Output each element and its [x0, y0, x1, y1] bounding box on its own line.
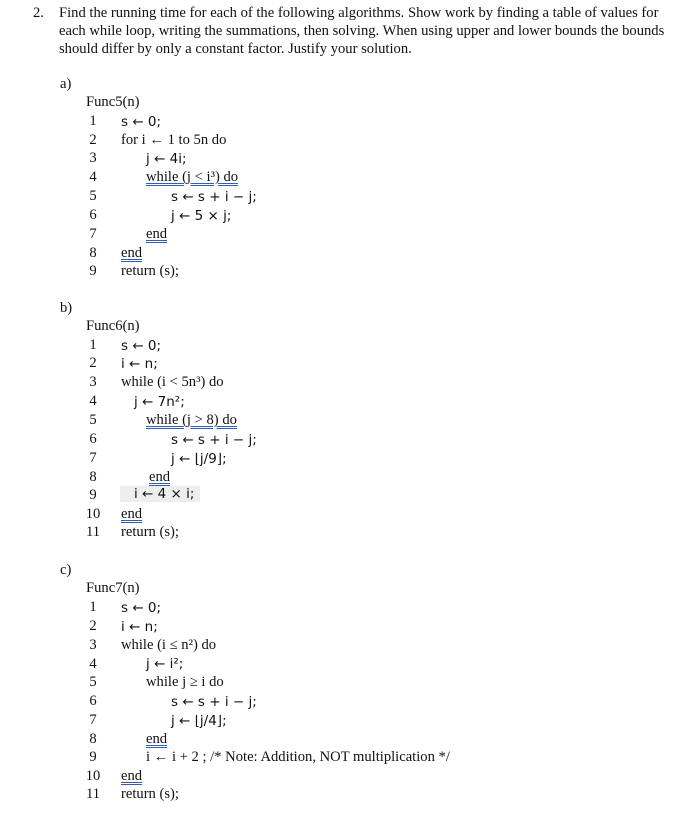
code-line: s ← s + i − j; — [171, 432, 257, 448]
code-line: while (j > 8) do — [146, 412, 237, 428]
line-number: 4 — [89, 169, 97, 185]
line-number: 9 — [89, 263, 97, 279]
line-number: 6 — [89, 207, 97, 223]
code-line: s ← 0; — [121, 338, 162, 354]
code-line: end — [121, 506, 143, 522]
problem-number: 2. — [33, 5, 44, 21]
line-number: 6 — [89, 693, 97, 709]
code-line: end — [121, 768, 143, 784]
line-number: 2 — [89, 618, 97, 634]
code-line: while (i ≤ n²) do — [121, 637, 217, 653]
line-number: 6 — [89, 431, 97, 447]
code-line: while j ≥ i do — [146, 674, 224, 690]
code-line: s ← s + i − j; — [171, 694, 257, 710]
line-number: 10 — [85, 506, 101, 522]
function-name-a: Func5(n) — [86, 94, 140, 110]
line-number: 1 — [89, 337, 97, 353]
code-line: end — [149, 469, 171, 485]
line-number: 8 — [89, 245, 97, 261]
code-line: s ← 0; — [121, 600, 162, 616]
code-line: while (i < 5n³) do — [121, 374, 224, 390]
code-line: for i ← 1 to 5n do — [121, 132, 227, 148]
code-line-highlighted: i ← 4 × i; — [120, 486, 200, 502]
line-number: 9 — [89, 749, 97, 765]
function-name-b: Func6(n) — [86, 318, 140, 334]
line-number: 7 — [89, 226, 97, 242]
code-line: end — [121, 245, 143, 261]
line-number: 10 — [85, 768, 101, 784]
code-line: i ← n; — [121, 619, 158, 635]
line-number: 7 — [89, 450, 97, 466]
line-number: 8 — [89, 469, 97, 485]
code-line: return (s); — [121, 263, 179, 279]
code-line: return (s); — [121, 524, 179, 540]
line-number: 3 — [89, 374, 97, 390]
code-line: i ← i + 2 ; /* Note: Addition, NOT multiplication */ — [146, 749, 450, 765]
line-number: 11 — [85, 524, 101, 540]
part-label-b: b) — [60, 300, 73, 316]
code-line: s ← 0; — [121, 114, 162, 130]
line-number: 7 — [89, 712, 97, 728]
line-number: 3 — [89, 150, 97, 166]
line-number: 1 — [89, 113, 97, 129]
code-line: end — [146, 731, 168, 747]
code-line: j ← ⌊j/4⌋; — [171, 713, 227, 729]
line-number: 1 — [89, 599, 97, 615]
function-name-c: Func7(n) — [86, 580, 140, 596]
code-line: j ← i²; — [146, 656, 184, 672]
code-line: j ← 7n²; — [134, 394, 185, 410]
code-line: j ← 5 × j; — [171, 208, 232, 224]
code-line: while (j < i³) do — [146, 169, 239, 185]
part-label-a: a) — [60, 76, 72, 92]
code-line: j ← 4i; — [146, 151, 187, 167]
line-number: 11 — [85, 786, 101, 802]
code-line: i ← n; — [121, 356, 158, 372]
code-line: j ← ⌊j/9⌋; — [171, 451, 227, 467]
code-line: end — [146, 226, 168, 242]
code-line: s ← s + i − j; — [171, 189, 257, 205]
line-number: 5 — [89, 412, 97, 428]
problem-text: Find the running time for each of the following algorithms. Show work by finding a table of values for each while loop, writing the summations, then solving. When using upper and lower bounds the bounds should differ by only a constant factor. Justify your solution. — [59, 5, 665, 57]
line-number: 2 — [89, 355, 97, 371]
line-number: 8 — [89, 731, 97, 747]
line-number: 4 — [89, 393, 97, 409]
line-number: 4 — [89, 656, 97, 672]
code-line: return (s); — [121, 786, 179, 802]
line-number: 2 — [89, 132, 97, 148]
line-number: 5 — [89, 674, 97, 690]
line-number: 5 — [89, 188, 97, 204]
line-number: 9 — [89, 487, 97, 503]
line-number: 3 — [89, 637, 97, 653]
part-label-c: c) — [60, 562, 72, 578]
